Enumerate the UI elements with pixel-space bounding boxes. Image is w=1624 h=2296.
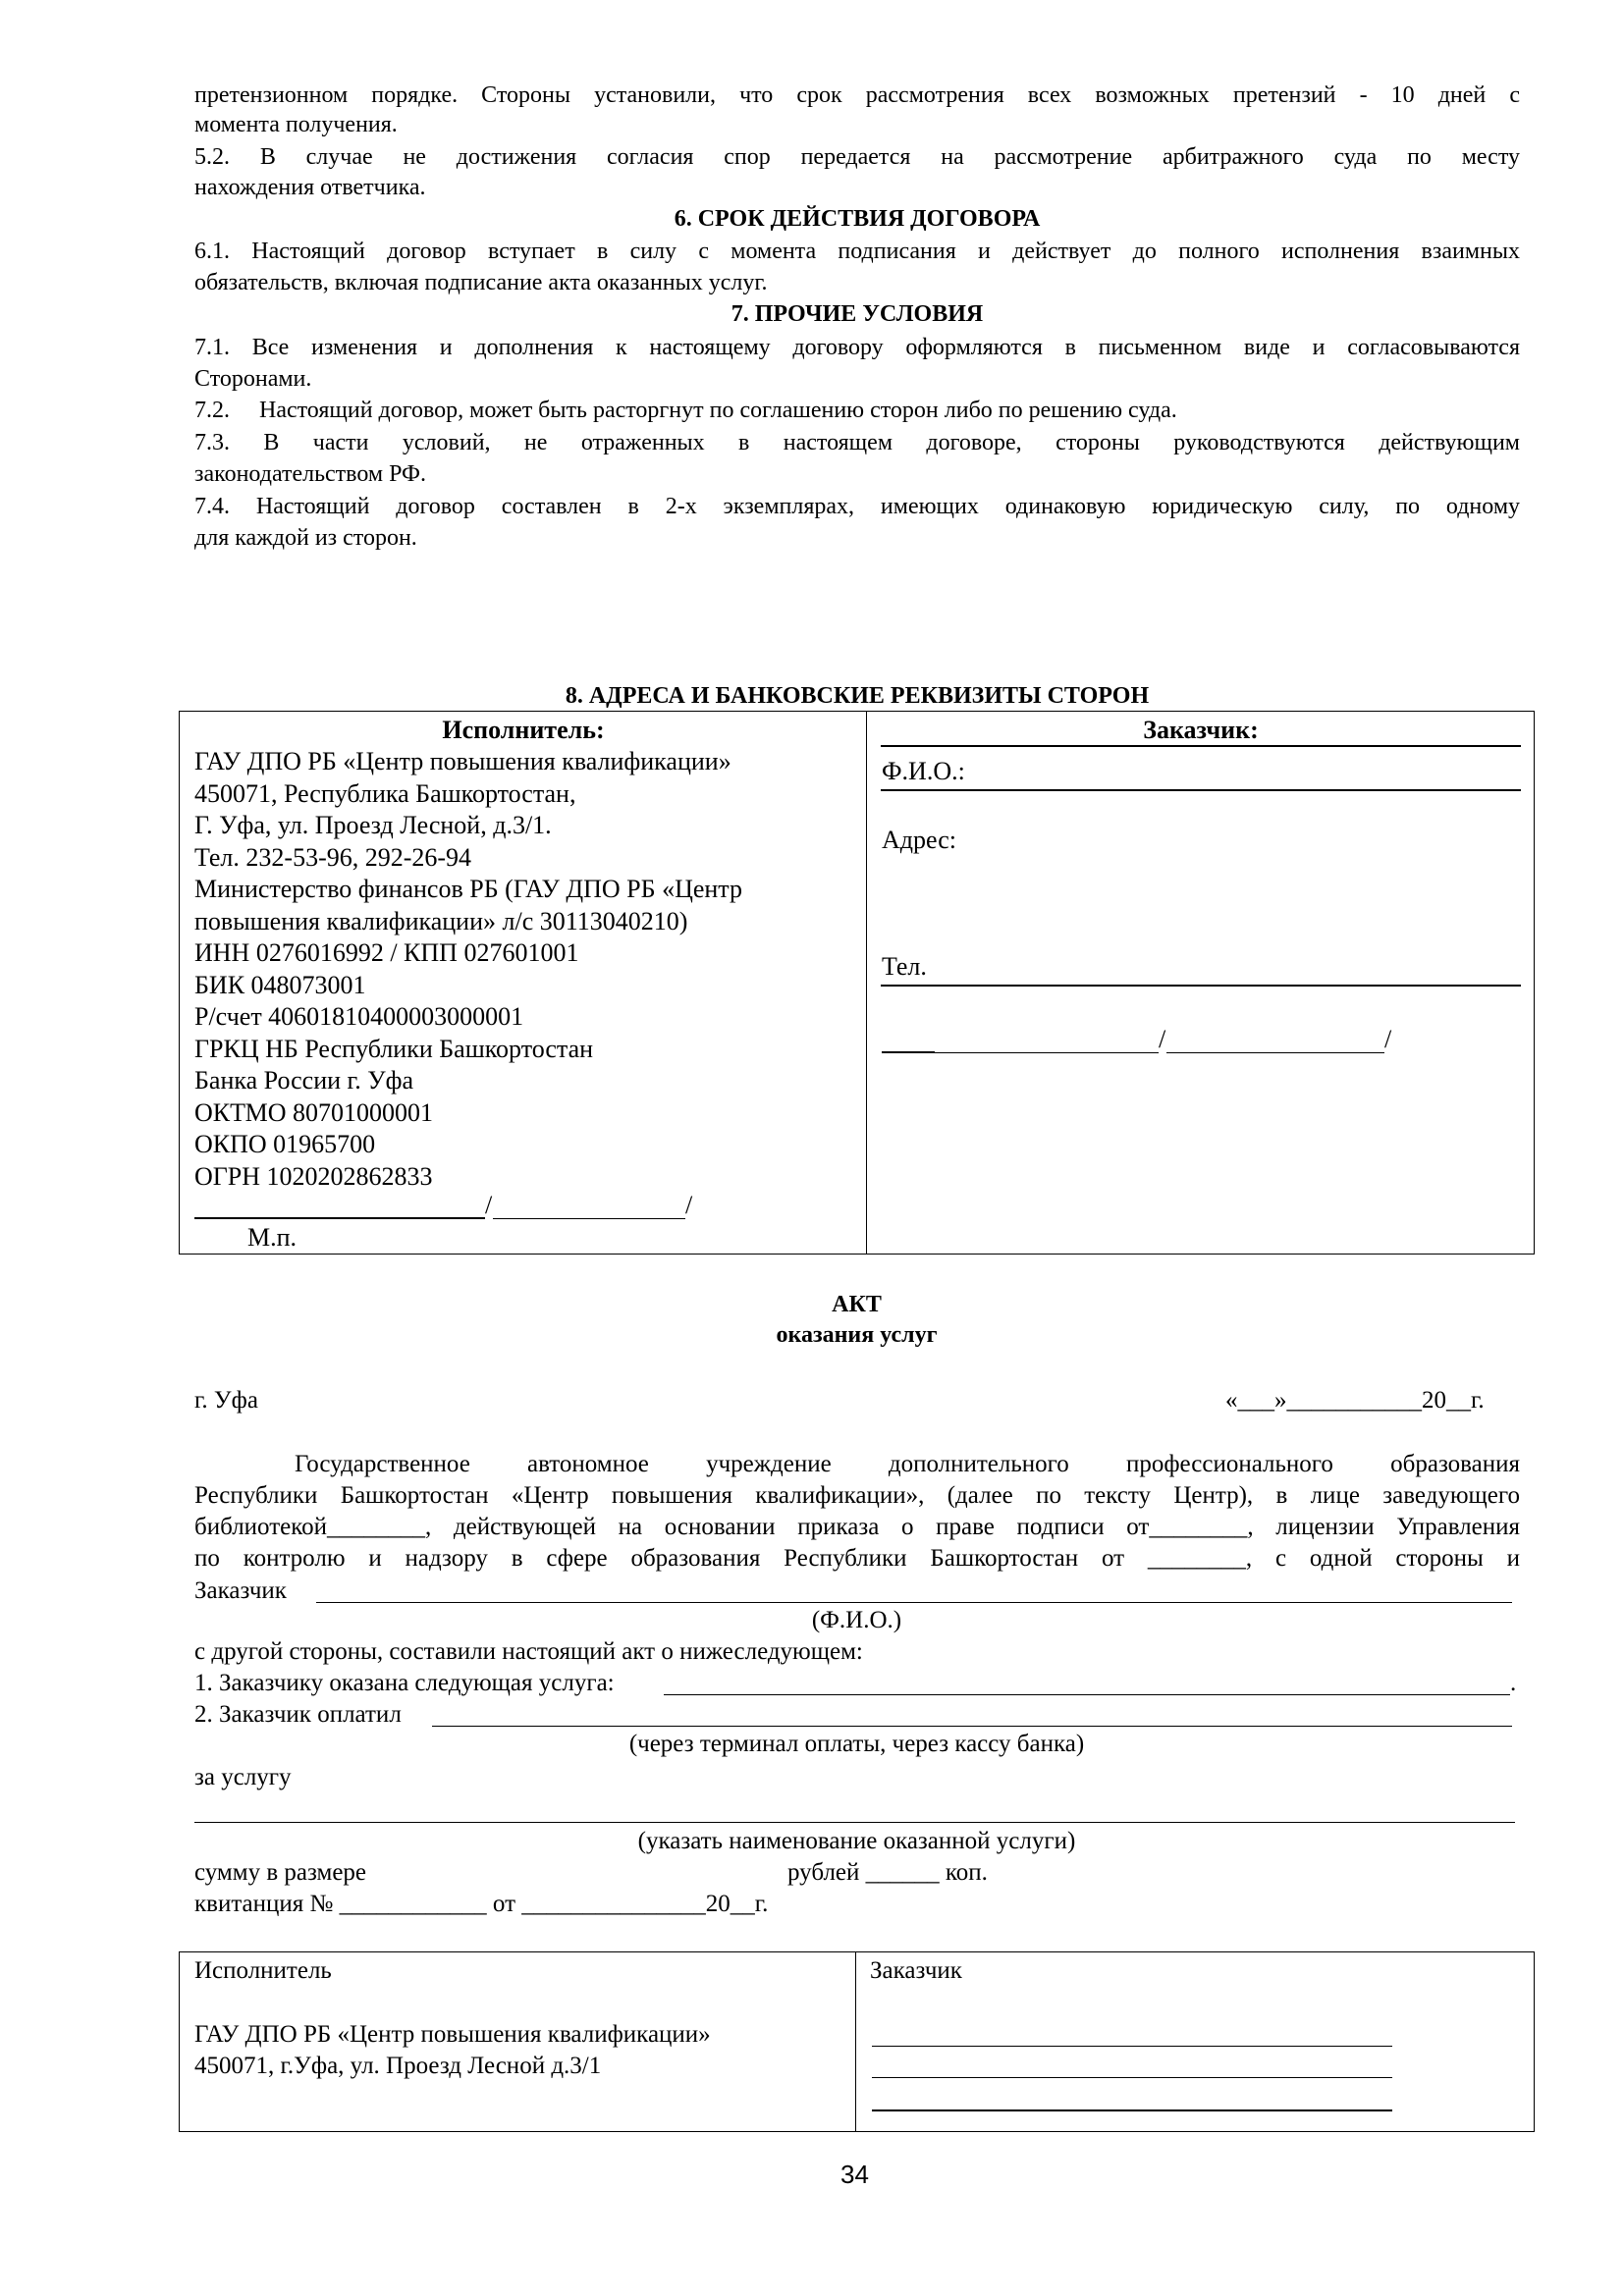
customer-signature-slash: / — [1384, 1025, 1392, 1053]
executor-line: БИК 048073001 — [194, 970, 366, 999]
executor-line: ИНН 0276016992 / КПП 027601001 — [194, 938, 579, 967]
executor-signature-slash: / — [685, 1191, 693, 1219]
sign-executor-line1: ГАУ ДПО РБ «Центр повышения квалификации» — [194, 2021, 711, 2048]
clause-5-2-line2: нахождения ответчика. — [194, 175, 426, 200]
customer-phone-label: Тел. — [882, 952, 927, 981]
section5-line1: претензионном порядке. Стороны установили, что срок рассмотрения всех возможных претензий - 10 дней с — [194, 82, 1520, 108]
clause-7-4-line2: для каждой из сторон. — [194, 525, 417, 551]
executor-line: ОГРН 1020202862833 — [194, 1161, 433, 1191]
executor-line: 450071, Республика Башкортостан, — [194, 778, 576, 808]
clause-7-3-line1: 7.3. В части условий, не отраженных в настоящем договоре, стороны руководствуются действующим — [194, 430, 1520, 455]
executor-line: Г. Уфа, ул. Проезд Лесной, д.3/1. — [194, 811, 552, 839]
section8-heading: 8. АДРЕСА И БАНКОВСКИЕ РЕКВИЗИТЫ СТОРОН — [565, 683, 1150, 709]
sign-customer-line — [872, 2046, 1392, 2047]
executor-title: Исполнитель: — [442, 716, 605, 744]
act-rub: рублей ______ коп. — [787, 1859, 988, 1886]
requisites-divider — [866, 711, 867, 1255]
act-sum-label: сумму в размере — [194, 1859, 367, 1886]
stamp-label: М.п. — [247, 1223, 298, 1252]
clause-7-3-line2: законодательством РФ. — [194, 461, 426, 487]
executor-name-line — [493, 1218, 685, 1219]
executor-line: Банка России г. Уфа — [194, 1066, 414, 1095]
act-paragraph-line3: библиотекой________, действующей на основании приказа о праве подписи от________, лицензии Управления — [194, 1514, 1520, 1540]
clause-7-1-line2: Сторонами. — [194, 366, 312, 392]
act-paragraph-line2: Республики Башкортостан «Центр повышения квалификации», (далее по тексту Центр), в лице заведующего — [194, 1482, 1520, 1509]
executor-line: Р/счет 40601810400003000001 — [194, 1002, 524, 1031]
act-service-line — [194, 1822, 1515, 1823]
act-service-hint: (указать наименование оказанной услуги) — [637, 1828, 1076, 1854]
customer-rule — [881, 745, 1521, 747]
executor-line: Тел. 232-53-96, 292-26-94 — [194, 842, 472, 872]
clause-7-2: 7.2. Настоящий договор, может быть расторгнут по соглашению сторон либо по решению суда. — [194, 398, 1177, 423]
customer-title: Заказчик: — [1143, 716, 1259, 744]
clause-7-4-line1: 7.4. Настоящий договор составлен в 2-х экземплярах, имеющих одинаковую юридическую силу, по одному — [194, 494, 1520, 519]
act-subtitle: оказания услуг — [776, 1322, 938, 1348]
customer-phone-line — [881, 985, 1521, 987]
executor-signature-line — [194, 1217, 485, 1219]
act-receipt: квитанция № ____________ от _______________20__г. — [194, 1891, 769, 1917]
act-for-service: за услугу — [194, 1764, 292, 1790]
executor-line: ГРКЦ НБ Республики Башкортостан — [194, 1034, 594, 1063]
act-payment-hint: (через терминал оплаты, через кассу банка) — [628, 1731, 1085, 1757]
clause-7-1-line1: 7.1. Все изменения и дополнения к настоящему договору оформляются в письменном виде и согласовываются — [194, 335, 1520, 360]
act-customer-line — [316, 1602, 1512, 1603]
act-item2: 2. Заказчик оплатил — [194, 1701, 402, 1728]
customer-name-line — [1166, 1052, 1384, 1053]
customer-signature-slash: / — [1159, 1025, 1166, 1053]
act-item1-line — [664, 1694, 1510, 1695]
act-item2-line — [432, 1726, 1512, 1727]
sign-customer-title: Заказчик — [870, 1957, 962, 1984]
section7-heading: 7. ПРОЧИЕ УСЛОВИЯ — [731, 301, 984, 327]
sign-customer-line — [872, 2077, 1392, 2078]
act-customer-label: Заказчик — [194, 1577, 287, 1604]
customer-signature-line — [882, 1051, 935, 1053]
act-paragraph-line1: Государственное автономное учреждение дополнительного профессионального образования — [295, 1451, 1520, 1477]
customer-signature-line — [935, 1052, 1159, 1053]
customer-fio-line — [881, 789, 1521, 791]
clause-6-1-line2: обязательств, включая подписание акта оказанных услуг. — [194, 270, 768, 295]
customer-fio-label: Ф.И.О.: — [882, 757, 965, 785]
clause-6-1-line1: 6.1. Настоящий договор вступает в силу с момента подписания и действует до полного исполнения взаимных — [194, 239, 1520, 264]
executor-line: ОКПО 01965700 — [194, 1130, 376, 1158]
customer-address-label: Адрес: — [882, 826, 956, 854]
sign-customer-line — [872, 2109, 1392, 2111]
act-item1: 1. Заказчику оказана следующая услуга: — [194, 1670, 615, 1696]
page-number: 34 — [840, 2160, 869, 2189]
section6-heading: 6. СРОК ДЕЙСТВИЯ ДОГОВОРА — [674, 206, 1041, 232]
act-city: г. Уфа — [194, 1387, 258, 1414]
sign-executor-line2: 450071, г.Уфа, ул. Проезд Лесной д.3/1 — [194, 2053, 602, 2079]
act-date: «___»___________20__г. — [1225, 1387, 1485, 1414]
act-title: АКТ — [832, 1292, 882, 1317]
act-other-side: с другой стороны, составили настоящий акт о нижеследующем: — [194, 1638, 863, 1665]
executor-signature-slash: / — [485, 1191, 493, 1219]
executor-line: Министерство финансов РБ (ГАУ ДПО РБ «Центр — [194, 875, 742, 903]
act-paragraph-line4: по контролю и надзору в сфере образования Республики Башкортостан от ________, с одной стороны и — [194, 1545, 1520, 1572]
signature-table-divider — [855, 1951, 856, 2132]
executor-line: ОКТМО 80701000001 — [194, 1097, 434, 1127]
sign-executor-title: Исполнитель — [194, 1957, 332, 1984]
act-item1-end: . — [1510, 1670, 1517, 1696]
clause-5-2-line1: 5.2. В случае не достижения согласия спор передается на рассмотрение арбитражного суда по месту — [194, 144, 1520, 170]
section5-line2: момента получения. — [194, 112, 398, 137]
act-fio-hint: (Ф.И.О.) — [811, 1607, 902, 1633]
executor-line: ГАУ ДПО РБ «Центр повышения квалификации» — [194, 747, 731, 775]
executor-line: повышения квалификации» л/с 30113040210) — [194, 906, 688, 935]
